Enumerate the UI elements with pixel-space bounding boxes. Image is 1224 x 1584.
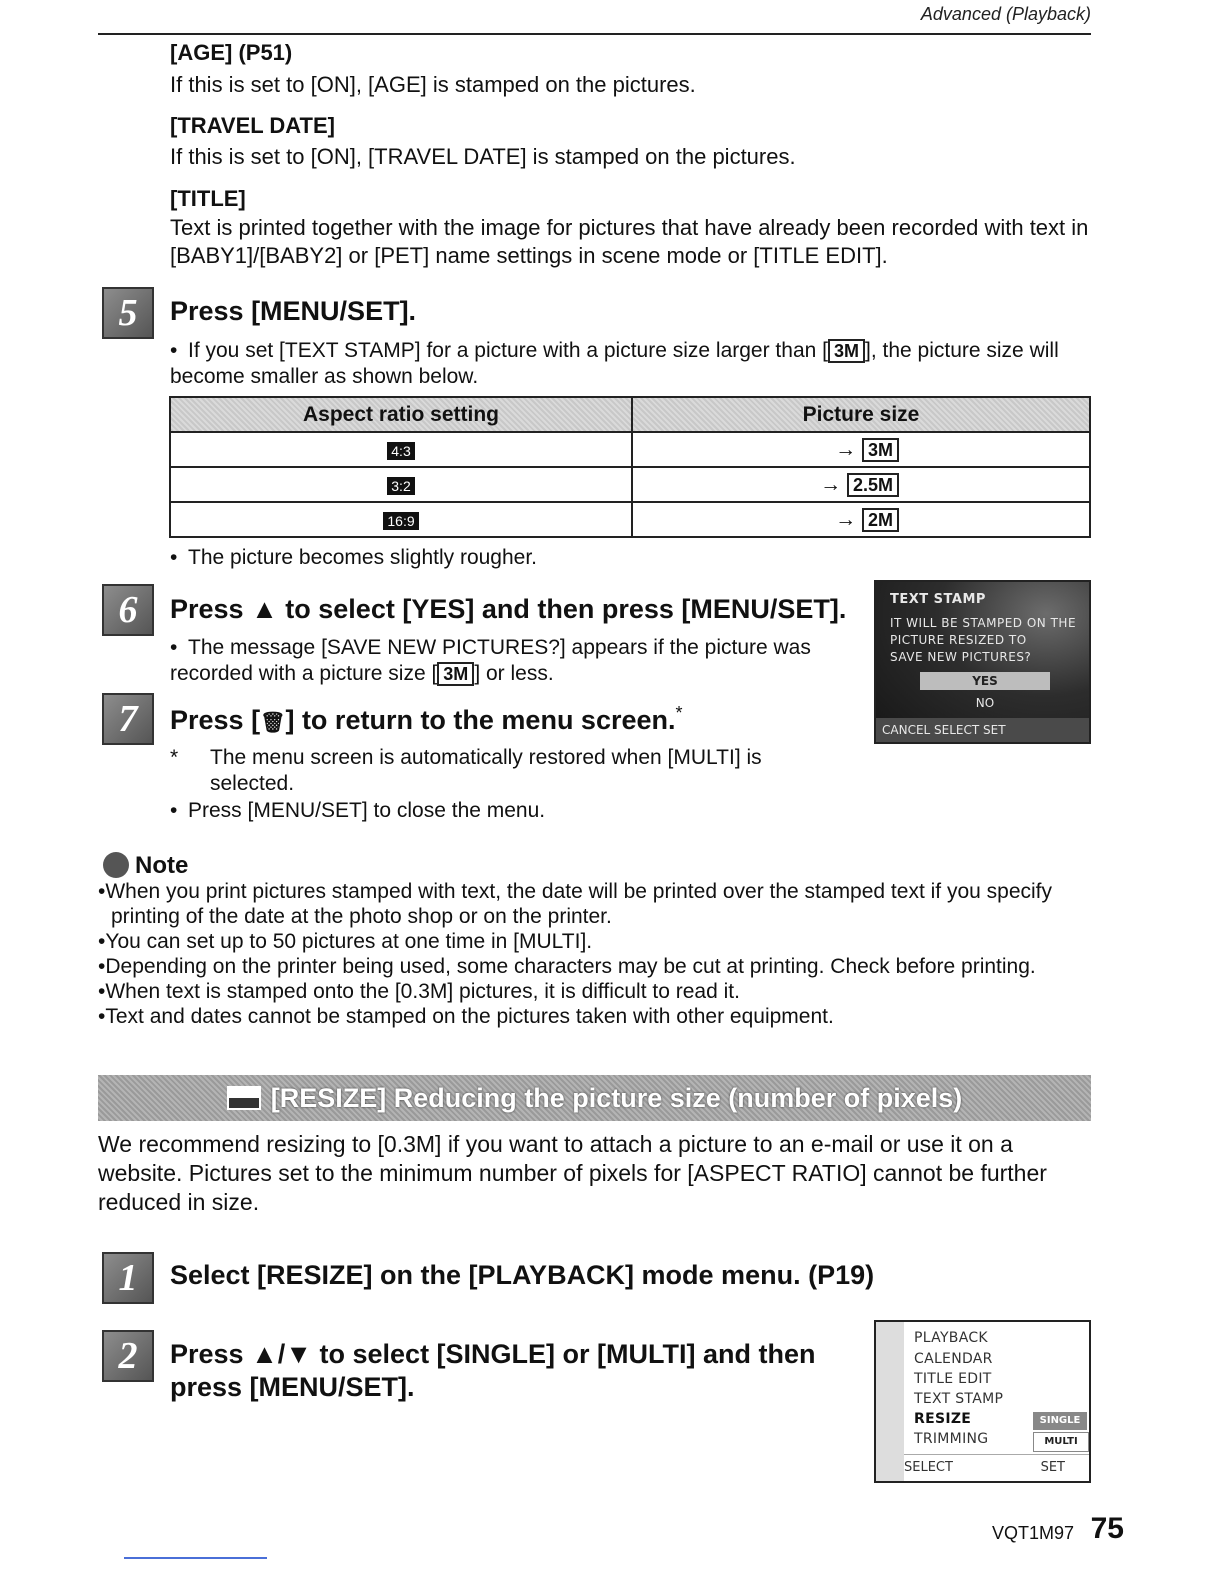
menu-footer-set: SET [1040,1460,1065,1475]
option-title-title: [TITLE] [170,186,246,211]
model-code: VQT1M97 [991,1523,1074,1543]
resize-icon [227,1086,261,1110]
resize-paragraph: We recommend resizing to [0.3M] if you want to attach a picture to an e-mail or use it on a website. Pictures set to the minimum number of pixels for [ASPECT RATIO] cannot be further reduced in size. [98,1131,1047,1215]
step-7-title [170,703,683,736]
step-7-title-after: ] to return to the menu screen. [285,705,676,735]
aspect-ratio-table [169,396,1091,538]
step-5-badge: 5 [102,287,154,339]
step-6-bullet-before: The message [SAVE NEW PICTURES?] appears if the picture was recorded with a picture size [ [170,636,811,685]
step-6-title: Press ▲ to select [YES] and then press [MENU/SET]. [170,594,847,624]
screen-line-1: IT WILL BE STAMPED ON THE [890,616,1077,630]
option-title-text: Text is printed together with the image for pictures that have already been recorded with text in [BABY1]/[BABY2] or [PET] name settings in scene mode or [TITLE EDIT]. [170,215,1089,268]
menu-item-calendar: CALENDAR [914,1351,993,1367]
section-header: Advanced (Playback) [920,4,1091,24]
size-3m-icon: 3M [437,662,474,686]
text-stamp-confirm-screenshot [874,580,1091,744]
menu-footer [904,1454,1089,1481]
note-title: Note [135,852,189,879]
note-item-text: Text and dates cannot be stamped on the pictures taken with other equipment. [105,1005,834,1028]
table-row [170,432,1090,467]
bottom-rule [124,1557,267,1559]
screen-line-2: PICTURE RESIZED TO [890,633,1027,647]
aspect-4-3-icon: 4:3 [387,442,414,460]
step-5-bullet-before: If you set [TEXT STAMP] for a picture with a picture size larger than [ [188,339,828,362]
bullet-dot: • [170,636,178,659]
menu-side-tabs [876,1322,904,1481]
step-2-title: Press ▲/▼ to select [SINGLE] or [MULTI] and then press [MENU/SET]. [170,1339,816,1402]
step-5-note-text: The picture becomes slightly rougher. [188,546,538,569]
option-age-text: If this is set to [ON], [AGE] is stamped on the pictures. [170,72,696,97]
size-3m-icon: 3M [862,438,899,462]
step-7-bullet [170,798,545,824]
submenu-single: SINGLE [1033,1412,1087,1430]
table-row [170,502,1090,537]
step-1-badge: 1 [102,1252,154,1304]
menu-header: PLAYBACK [914,1330,988,1346]
size-2m-icon: 2M [862,508,899,532]
screen-yes-option: YES [920,672,1050,690]
bullet-dot: • [170,546,178,569]
bullet-dot: • [170,339,178,362]
playback-menu-screenshot [874,1320,1091,1483]
aspect-16-9-icon: 16:9 [383,512,418,530]
note-item-text: Depending on the printer being used, some characters may be cut at printing. Check before printing. [105,955,1036,978]
submenu-multi: MULTI [1033,1432,1089,1452]
arrow: → [835,437,857,461]
option-travel-text: If this is set to [ON], [TRAVEL DATE] is stamped on the pictures. [170,144,796,169]
page-number: 75 [1090,1512,1124,1545]
trash-icon: 🗑 [260,712,286,734]
step-7-badge: 7 [102,693,154,745]
table-row [170,467,1090,502]
asterisk-mark: * [675,703,683,723]
step-5-note [170,545,537,571]
size-2-5m-icon: 2.5M [847,473,899,497]
menu-item-trimming: TRIMMING [914,1431,989,1447]
list-item: •You can set up to 50 pictures at one time in [MULTI]. [98,930,593,953]
step-1-title: Select [RESIZE] on the [PLAYBACK] mode menu. (P19) [170,1260,875,1290]
table-header-size: Picture size [632,397,1090,432]
note-pencil-icon [103,852,129,878]
size-3m-icon: 3M [828,339,865,363]
list-item: •When you print pictures stamped with text, the date will be printed over the stamped text if you specify printing of the date at the photo shop or on the printer. [98,880,1052,928]
header-rule [98,33,1091,35]
step-6-bullet-after: ] or less. [474,662,554,685]
aspect-3-2-icon: 3:2 [387,477,414,495]
table-header-row [170,397,1090,432]
arrow: → [835,507,857,531]
step-7-bullet-text: Press [MENU/SET] to close the menu. [188,799,546,822]
step-5-title: Press [MENU/SET]. [170,296,417,326]
step-5-bullet [170,338,1090,390]
list-item: •Text and dates cannot be stamped on the pictures taken with other equipment. [98,1005,834,1028]
table-header-aspect: Aspect ratio setting [170,397,632,432]
step-5-bullet-after: ], the picture size will become smaller as shown below. [170,339,1059,388]
resize-section-heading [98,1075,1091,1121]
list-item: •Depending on the printer being used, some characters may be cut at printing. Check before printing. [98,955,1036,978]
option-travel-title: [TRAVEL DATE] [170,113,335,138]
option-age-title: [AGE] (P51) [170,40,293,65]
screen-line-3: SAVE NEW PICTURES? [890,650,1032,664]
menu-item-title-edit: TITLE EDIT [914,1371,992,1387]
screen-no-option: NO [975,696,995,710]
step-6-badge: 6 [102,584,154,636]
step-7-title-before: Press [ [170,705,261,735]
menu-footer-select: SELECT [904,1460,953,1475]
note-list [98,879,1098,1029]
screen-footer: CANCEL SELECT SET [876,718,1089,742]
menu-item-resize: RESIZE [914,1411,972,1427]
step-6-bullet [170,635,850,687]
arrow: → [820,472,842,496]
note-item-text: You can set up to 50 pictures at one time in [MULTI]. [105,930,593,953]
note-item-text: When text is stamped onto the [0.3M] pictures, it is difficult to read it. [105,980,740,1003]
step-2-badge: 2 [102,1330,154,1382]
screen-title: TEXT STAMP [890,592,986,607]
step-7-asterisk-note [170,745,850,797]
note-heading [103,852,188,880]
note-item-text: When you print pictures stamped with text, the date will be printed over the stamped text if you specify printing of the date at the photo shop or on the printer. [105,880,1052,928]
step-7-asterisk-text: The menu screen is automatically restored when [MULTI] is selected. [210,746,762,795]
asterisk-symbol: * [170,746,179,769]
menu-item-text-stamp: TEXT STAMP [914,1391,1004,1407]
bullet-dot: • [170,799,178,822]
list-item: •When text is stamped onto the [0.3M] pictures, it is difficult to read it. [98,980,740,1003]
resize-heading-text: [RESIZE] Reducing the picture size (number of pixels) [270,1083,963,1113]
